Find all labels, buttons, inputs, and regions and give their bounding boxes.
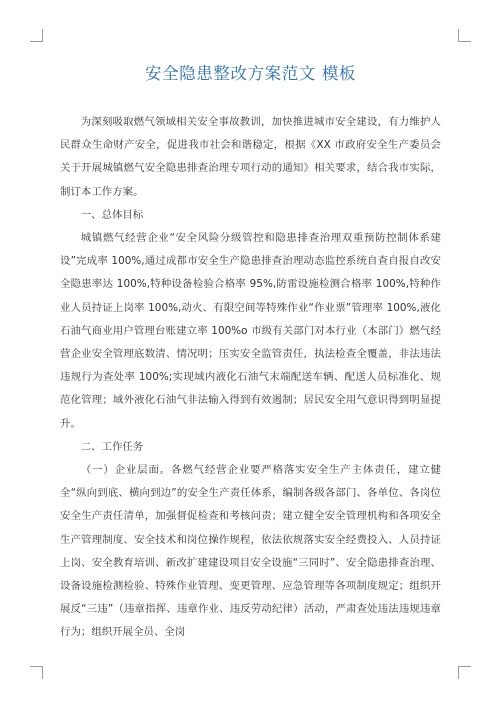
document-title: 安全隐患整改方案范文 模板 [144,64,357,83]
section-heading-overall-goals: 一、总体目标 [80,208,144,221]
overall-goals-paragraph: 城镇燃气经营企业“安全风险分级管控和隐患排查治理双重预防控制体系建设”完成率 100%,通过成都市安全生产隐患排查治理动态监控系统自查自报自改安全隐患率达 100%,特种设备检验合格率 95%,防雷设施检测合格率 100%,特种作业人员持证上岗率 100%,动火、有限空间等特殊作业“作业票”管理率 100%,液化石油气商业用户管理台账建立率 100%o 市级有关部门对本行业（本部门）燃气经营企业安全管理底数清、情况明；压实安全监管责任，执法检查全覆盖，非法违法违规行为查处率 100%;实现域内液化石油气末端配送车辆、配送人员标准化、规范化管理；域外液化石油气非法输入得到有效遏制；居民安全用气意识得到明显提升。 [60,232,441,430]
crop-mark-top-left [30,29,43,42]
crop-mark-top-right [458,29,471,42]
section-heading-work-tasks: 二、工作任务 [80,440,144,453]
crop-mark-bottom-left [30,666,43,679]
intro-paragraph: 为深刻吸取燃气领域相关安全事故教训，加快推进城市安全建设，有力维护人民群众生命财产安全，促进我市社会和谐稳定，根据《XX 市政府安全生产委员会关于开展城镇燃气安全隐患排查治理专项行动的通知》相关要求，结合我市实际，制订本工作方案。 [60,116,441,198]
work-tasks-paragraph: （一）企业层面。各燃气经营企业要严格落实安全生产主体责任，建立健全“纵向到底、横向到边”的安全生产责任体系，编制各级各部门、各单位、各岗位安全生产责任清单，加强督促检查和考核问责；建立健全安全管理机构和各项安全生产管理制度、安全技术和岗位操作规程，依法依规落实安全经费投入、人员持证上岗、安全教育培训、新改扩建建设项目安全设施“三同时”、安全隐患排查治理、设备设施检测检验、特殊作业管理、变更管理、应急管理等各项制度规定；组织开展反“三违”（违章指挥、违章作业、违反劳动纪律）活动，严肃查处违法违规违章行为；组织开展全员、全岗 [60,464,441,639]
document-body [60,62,441,645]
crop-mark-bottom-right [458,666,471,679]
